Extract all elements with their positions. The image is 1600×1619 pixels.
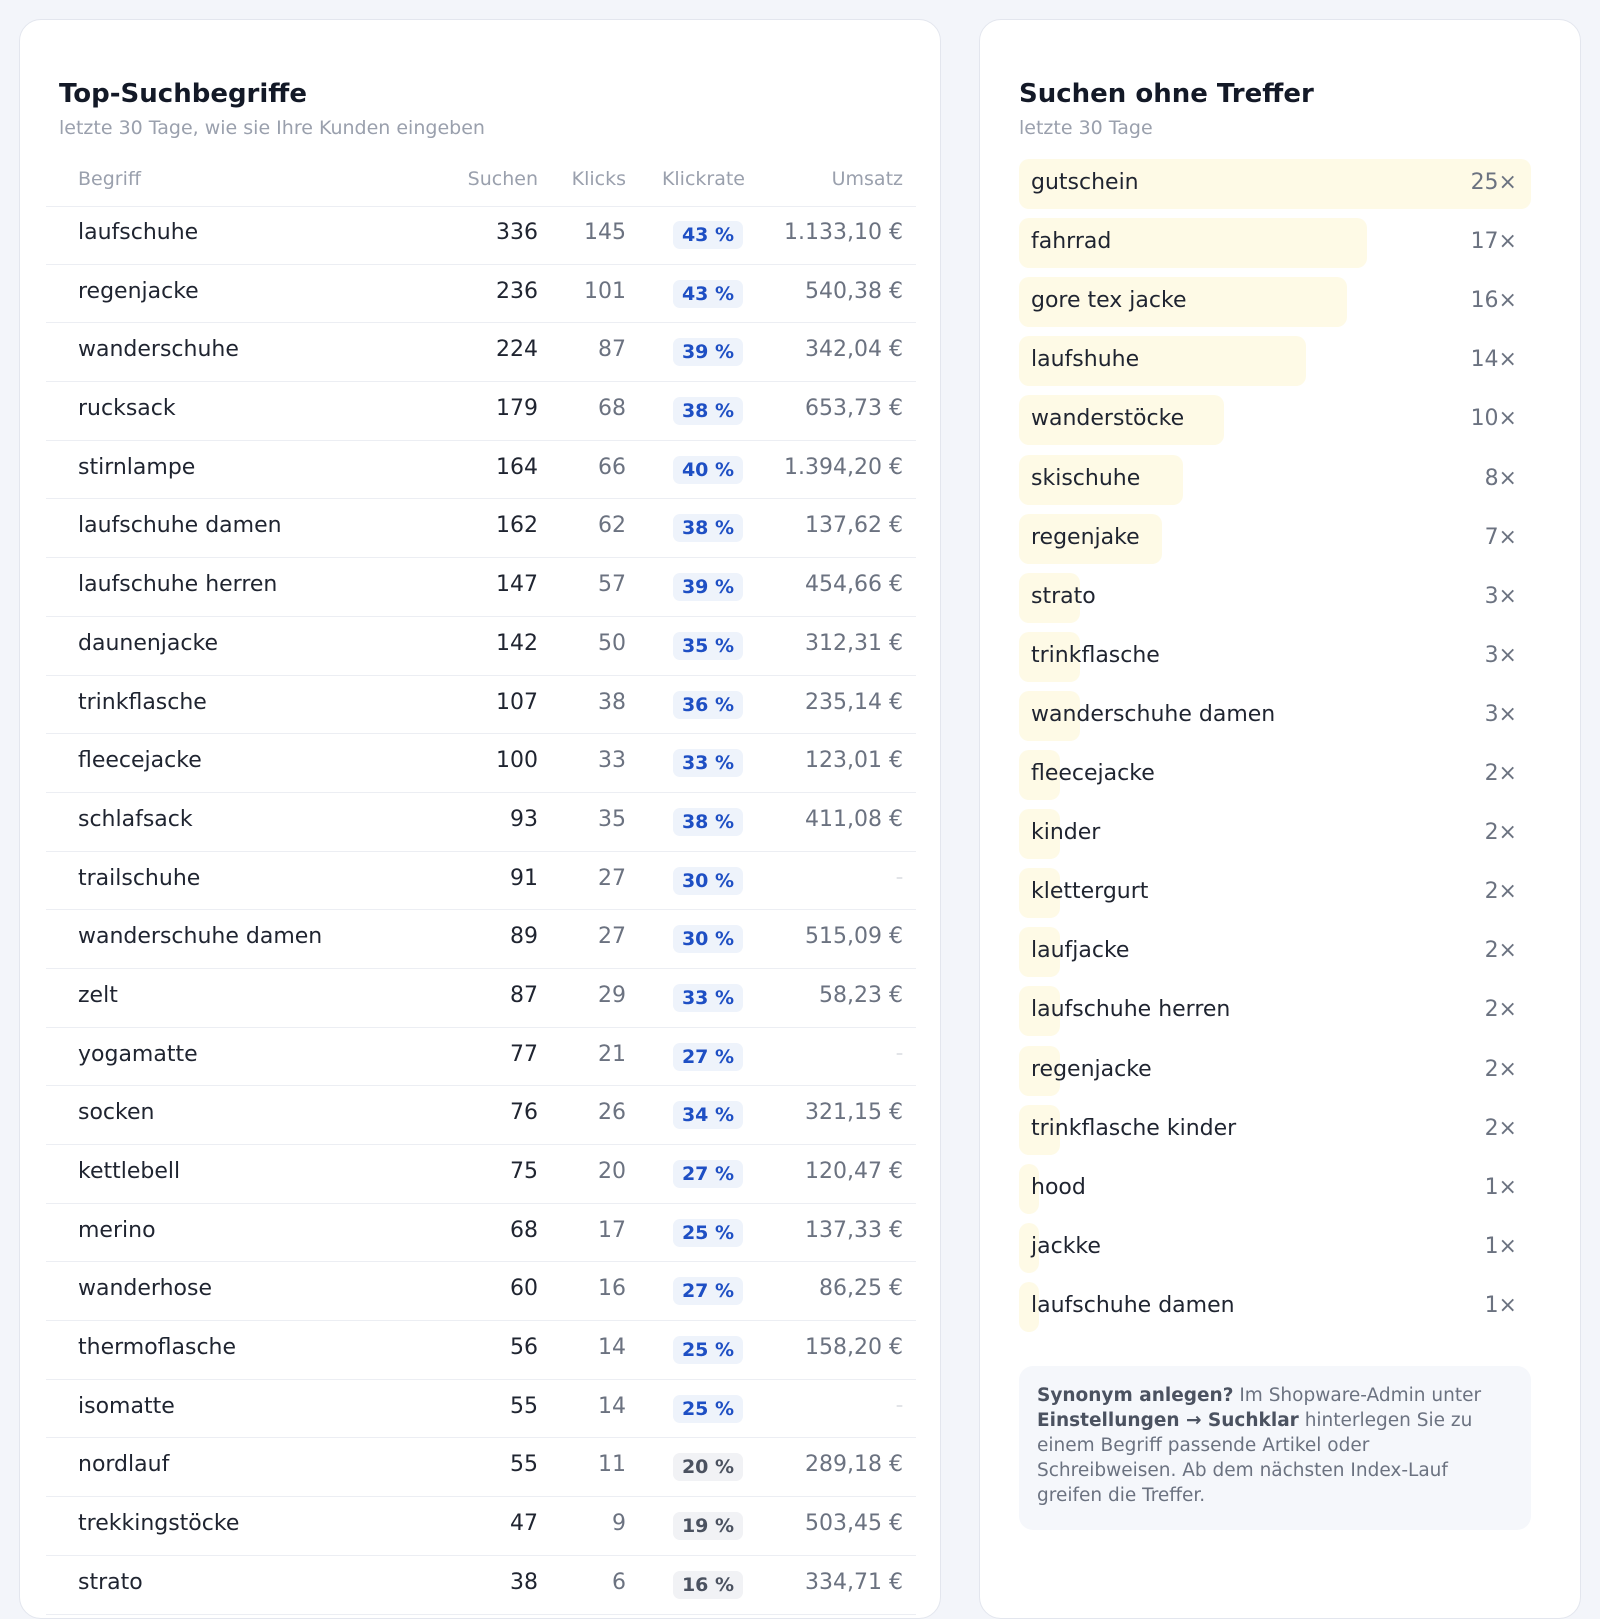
no-result-term: regenjake (1031, 524, 1140, 550)
term-cell: merino (78, 1217, 156, 1243)
searches-cell: 142 (496, 630, 538, 656)
searches-cell: 55 (510, 1452, 538, 1478)
no-result-count: 2× (1484, 997, 1517, 1023)
hint-text-2: hinterlegen Sie zu einem Begriff passende Artikel oder Schreibweisen. Ab dem nächsten Index-Lauf greifen die Treffer. (1037, 1410, 1473, 1506)
click-rate-badge: 30 % (673, 925, 743, 953)
no-result-count: 1× (1484, 1292, 1517, 1318)
clicks-cell: 20 (598, 1159, 626, 1184)
clicks-cell: 14 (598, 1393, 626, 1419)
top-terms-subtitle: letzte 30 Tage, wie sie Ihre Kunden eingeben (59, 117, 485, 139)
clicks-cell: 87 (598, 337, 626, 363)
no-result-item[interactable] (1019, 573, 1531, 623)
clicks-cell: 50 (598, 630, 626, 656)
clicks-cell: 27 (598, 924, 626, 950)
no-result-term: kinder (1031, 820, 1101, 846)
table-row[interactable] (46, 1028, 916, 1087)
term-cell: wanderhose (78, 1276, 212, 1302)
click-rate-badge: 19 % (673, 1512, 743, 1540)
revenue-cell: 411,08 € (805, 806, 903, 832)
table-row[interactable] (46, 1145, 916, 1204)
revenue-cell: 321,15 € (805, 1100, 903, 1126)
no-result-item[interactable] (1019, 395, 1531, 445)
revenue-cell: – (896, 1397, 903, 1414)
searches-cell: 336 (496, 220, 538, 245)
searches-cell: 224 (496, 337, 538, 363)
clicks-cell: 6 (612, 1569, 626, 1595)
no-result-count: 1× (1484, 1174, 1517, 1200)
no-result-item[interactable] (1019, 1046, 1531, 1096)
click-rate-badge: 39 % (673, 573, 743, 601)
top-terms-title: Top-Suchbegriffe (59, 79, 307, 109)
no-result-item[interactable] (1019, 1282, 1531, 1332)
term-cell: socken (78, 1100, 155, 1126)
searches-cell: 56 (510, 1335, 538, 1361)
no-result-item[interactable] (1019, 1223, 1531, 1273)
no-result-term: wanderstöcke (1031, 406, 1185, 432)
term-cell: stirnlampe (78, 454, 196, 480)
revenue-cell: 137,33 € (805, 1217, 903, 1243)
no-result-term: hood (1031, 1174, 1086, 1200)
table-row[interactable] (46, 382, 916, 441)
term-cell: regenjacke (78, 278, 199, 304)
no-result-term: fahrrad (1031, 229, 1112, 255)
term-cell: schlafsack (78, 806, 193, 832)
table-row[interactable] (46, 1204, 916, 1263)
clicks-cell: 62 (598, 513, 626, 539)
table-row[interactable] (46, 441, 916, 500)
no-result-item[interactable] (1019, 455, 1531, 505)
searches-cell: 55 (510, 1393, 538, 1419)
clicks-cell: 16 (598, 1276, 626, 1302)
no-results-subtitle: letzte 30 Tage (1019, 117, 1153, 139)
revenue-cell: 540,38 € (805, 278, 903, 304)
term-cell: yogamatte (78, 1041, 198, 1067)
no-result-item[interactable] (1019, 986, 1531, 1036)
searches-cell: 179 (496, 396, 538, 422)
table-row[interactable] (46, 910, 916, 969)
no-results-card (979, 19, 1581, 1619)
table-row[interactable] (46, 265, 916, 324)
term-cell: trinkflasche (78, 689, 207, 715)
term-cell: thermoflasche (78, 1335, 237, 1361)
table-row[interactable] (46, 323, 916, 382)
revenue-cell: 137,62 € (805, 513, 903, 539)
no-result-item[interactable] (1019, 691, 1531, 741)
click-rate-badge: 25 % (673, 1336, 743, 1364)
revenue-cell: 515,09 € (805, 924, 903, 950)
no-result-term: laufschuhe damen (1031, 1292, 1235, 1318)
table-row[interactable] (46, 1556, 916, 1615)
click-rate-badge: 27 % (673, 1160, 743, 1188)
table-row[interactable] (46, 1438, 916, 1497)
searches-cell: 107 (496, 689, 538, 715)
no-result-item[interactable] (1019, 809, 1531, 859)
term-cell: trekkingstöcke (78, 1511, 240, 1537)
searches-cell: 68 (510, 1217, 538, 1243)
table-row[interactable] (46, 969, 916, 1028)
no-result-term: gutschein (1031, 170, 1139, 195)
click-rate-badge: 27 % (673, 1043, 743, 1071)
table-row[interactable] (46, 793, 916, 852)
searches-cell: 38 (510, 1569, 538, 1595)
term-cell: laufschuhe (78, 220, 199, 245)
synonym-hint (1019, 1366, 1531, 1530)
revenue-cell: 503,45 € (805, 1511, 903, 1537)
no-result-item[interactable] (1019, 159, 1531, 209)
no-result-term: trinkflasche kinder (1031, 1115, 1237, 1141)
no-result-item[interactable] (1019, 868, 1531, 918)
table-row[interactable] (46, 617, 916, 676)
searches-cell: 93 (510, 806, 538, 832)
revenue-cell: 653,73 € (805, 396, 903, 422)
clicks-cell: 27 (598, 865, 626, 891)
revenue-cell: 289,18 € (805, 1452, 903, 1478)
no-result-item[interactable] (1019, 514, 1531, 564)
hint-text-1: Im Shopware-Admin unter (1233, 1385, 1482, 1406)
table-row[interactable] (46, 676, 916, 735)
table-row[interactable] (46, 206, 916, 265)
no-result-count: 10× (1470, 406, 1517, 432)
clicks-cell: 14 (598, 1335, 626, 1361)
no-result-term: jackke (1031, 1233, 1101, 1259)
searches-cell: 60 (510, 1276, 538, 1302)
revenue-cell: 342,04 € (805, 337, 903, 363)
clicks-cell: 66 (598, 454, 626, 480)
revenue-cell: 1.133,10 € (784, 220, 903, 245)
clicks-cell: 101 (584, 278, 626, 304)
no-result-count: 2× (1484, 1056, 1517, 1082)
searches-cell: 164 (496, 454, 538, 480)
no-result-count: 2× (1484, 820, 1517, 846)
term-cell: zelt (78, 982, 118, 1008)
term-cell: kettlebell (78, 1159, 181, 1184)
term-cell: nordlauf (78, 1452, 170, 1478)
no-result-count: 3× (1484, 583, 1517, 609)
column-header-click-rate[interactable]: Klickrate (661, 168, 745, 190)
clicks-cell: 21 (598, 1041, 626, 1067)
no-result-term: laufshuhe (1031, 347, 1140, 373)
term-cell: isomatte (78, 1393, 175, 1419)
no-result-count: 7× (1484, 524, 1517, 550)
clicks-cell: 9 (612, 1511, 626, 1537)
column-header-term[interactable]: Begriff (78, 168, 141, 190)
table-row[interactable] (46, 1497, 916, 1556)
table-row[interactable] (46, 1321, 916, 1380)
no-result-count: 8× (1484, 465, 1517, 491)
click-rate-badge: 25 % (673, 1395, 743, 1423)
revenue-cell: 86,25 € (819, 1276, 903, 1302)
click-rate-badge: 36 % (673, 691, 743, 719)
no-result-term: skischuhe (1031, 465, 1141, 491)
no-result-count: 16× (1470, 288, 1517, 314)
table-row[interactable] (46, 558, 916, 617)
searches-cell: 89 (510, 924, 538, 950)
term-cell: trailschuhe (78, 865, 201, 891)
clicks-cell: 57 (598, 572, 626, 598)
term-cell: laufschuhe damen (78, 513, 282, 539)
searches-cell: 47 (510, 1511, 538, 1537)
term-cell: laufschuhe herren (78, 572, 278, 598)
searches-cell: 91 (510, 865, 538, 891)
column-header-searches[interactable]: Suchen (467, 168, 538, 190)
click-rate-badge: 38 % (673, 397, 743, 425)
term-cell: daunenjacke (78, 630, 218, 656)
no-result-term: wanderschuhe damen (1031, 701, 1276, 727)
no-result-count: 1× (1484, 1233, 1517, 1259)
no-result-item[interactable] (1019, 632, 1531, 682)
revenue-cell: 1.394,20 € (784, 454, 903, 480)
no-result-count: 2× (1484, 879, 1517, 905)
click-rate-badge: 16 % (673, 1571, 743, 1599)
no-result-count: 3× (1484, 701, 1517, 727)
revenue-cell: – (896, 869, 903, 886)
click-rate-badge: 40 % (673, 456, 743, 484)
clicks-cell: 68 (598, 396, 626, 422)
clicks-cell: 35 (598, 806, 626, 832)
no-result-term: gore tex jacke (1031, 288, 1187, 314)
no-result-item[interactable] (1019, 336, 1531, 386)
no-result-count: 3× (1484, 642, 1517, 668)
top-terms-table-body (46, 206, 916, 1615)
no-result-count: 2× (1484, 761, 1517, 786)
click-rate-badge: 38 % (673, 514, 743, 542)
no-result-count: 2× (1484, 938, 1517, 964)
no-result-term: laufjacke (1031, 938, 1130, 964)
no-result-term: trinkflasche (1031, 642, 1160, 668)
top-terms-card (19, 19, 941, 1619)
searches-cell: 147 (496, 572, 538, 598)
revenue-cell: 123,01 € (805, 748, 903, 774)
no-result-term: klettergurt (1031, 879, 1149, 905)
searches-cell: 76 (510, 1100, 538, 1126)
click-rate-badge: 35 % (673, 632, 743, 660)
click-rate-badge: 33 % (673, 749, 743, 777)
revenue-cell: 120,47 € (805, 1159, 903, 1184)
column-header-revenue[interactable]: Umsatz (831, 168, 903, 190)
no-result-count: 25× (1470, 170, 1517, 195)
no-result-item[interactable] (1019, 750, 1531, 800)
clicks-cell: 11 (598, 1452, 626, 1478)
term-cell: fleecejacke (78, 748, 202, 774)
revenue-cell: 334,71 € (805, 1569, 903, 1595)
click-rate-badge: 33 % (673, 984, 743, 1012)
no-result-count: 14× (1470, 347, 1517, 373)
no-result-count: 2× (1484, 1115, 1517, 1141)
no-result-term: strato (1031, 583, 1096, 609)
click-rate-badge: 25 % (673, 1219, 743, 1247)
clicks-cell: 38 (598, 689, 626, 715)
term-cell: strato (78, 1569, 143, 1595)
no-result-item[interactable] (1019, 1105, 1531, 1155)
revenue-cell: 235,14 € (805, 689, 903, 715)
click-rate-badge: 34 % (673, 1101, 743, 1129)
no-result-term: regenjacke (1031, 1056, 1152, 1082)
no-result-count: 17× (1470, 229, 1517, 255)
table-row[interactable] (46, 1086, 916, 1145)
no-result-item[interactable] (1019, 277, 1531, 327)
click-rate-badge: 27 % (673, 1277, 743, 1305)
click-rate-badge: 43 % (673, 280, 743, 308)
clicks-cell: 29 (598, 982, 626, 1008)
term-cell: wanderschuhe (78, 337, 239, 363)
term-cell: rucksack (78, 396, 176, 422)
no-result-term: laufschuhe herren (1031, 997, 1231, 1023)
revenue-cell: 312,31 € (805, 630, 903, 656)
table-header (46, 168, 916, 207)
table-row[interactable] (46, 1380, 916, 1439)
table-row[interactable] (46, 734, 916, 793)
clicks-cell: 145 (584, 220, 626, 245)
no-result-item[interactable] (1019, 218, 1531, 268)
click-rate-badge: 30 % (673, 867, 743, 895)
searches-cell: 162 (496, 513, 538, 539)
no-result-item[interactable] (1019, 927, 1531, 977)
term-cell: wanderschuhe damen (78, 924, 323, 950)
hint-lead: Synonym anlegen? (1037, 1385, 1234, 1406)
revenue-cell: – (896, 1045, 903, 1062)
hint-settings-path: Einstellungen → Suchklar (1037, 1410, 1299, 1431)
searches-cell: 100 (496, 748, 538, 774)
table-row[interactable] (46, 1262, 916, 1321)
no-result-term: fleecejacke (1031, 761, 1155, 786)
table-row[interactable] (46, 499, 916, 558)
click-rate-badge: 20 % (673, 1453, 743, 1481)
clicks-cell: 33 (598, 748, 626, 774)
click-rate-badge: 43 % (673, 221, 743, 249)
click-rate-badge: 38 % (673, 808, 743, 836)
table-row[interactable] (46, 852, 916, 911)
column-header-clicks[interactable]: Klicks (571, 168, 626, 190)
searches-cell: 87 (510, 982, 538, 1008)
searches-cell: 77 (510, 1041, 538, 1067)
revenue-cell: 58,23 € (819, 982, 903, 1008)
revenue-cell: 158,20 € (805, 1335, 903, 1361)
no-results-title: Suchen ohne Treffer (1019, 79, 1314, 109)
clicks-cell: 26 (598, 1100, 626, 1126)
click-rate-badge: 39 % (673, 338, 743, 366)
searches-cell: 236 (496, 278, 538, 304)
revenue-cell: 454,66 € (805, 572, 903, 598)
clicks-cell: 17 (598, 1217, 626, 1243)
no-result-item[interactable] (1019, 1164, 1531, 1214)
searches-cell: 75 (510, 1159, 538, 1184)
